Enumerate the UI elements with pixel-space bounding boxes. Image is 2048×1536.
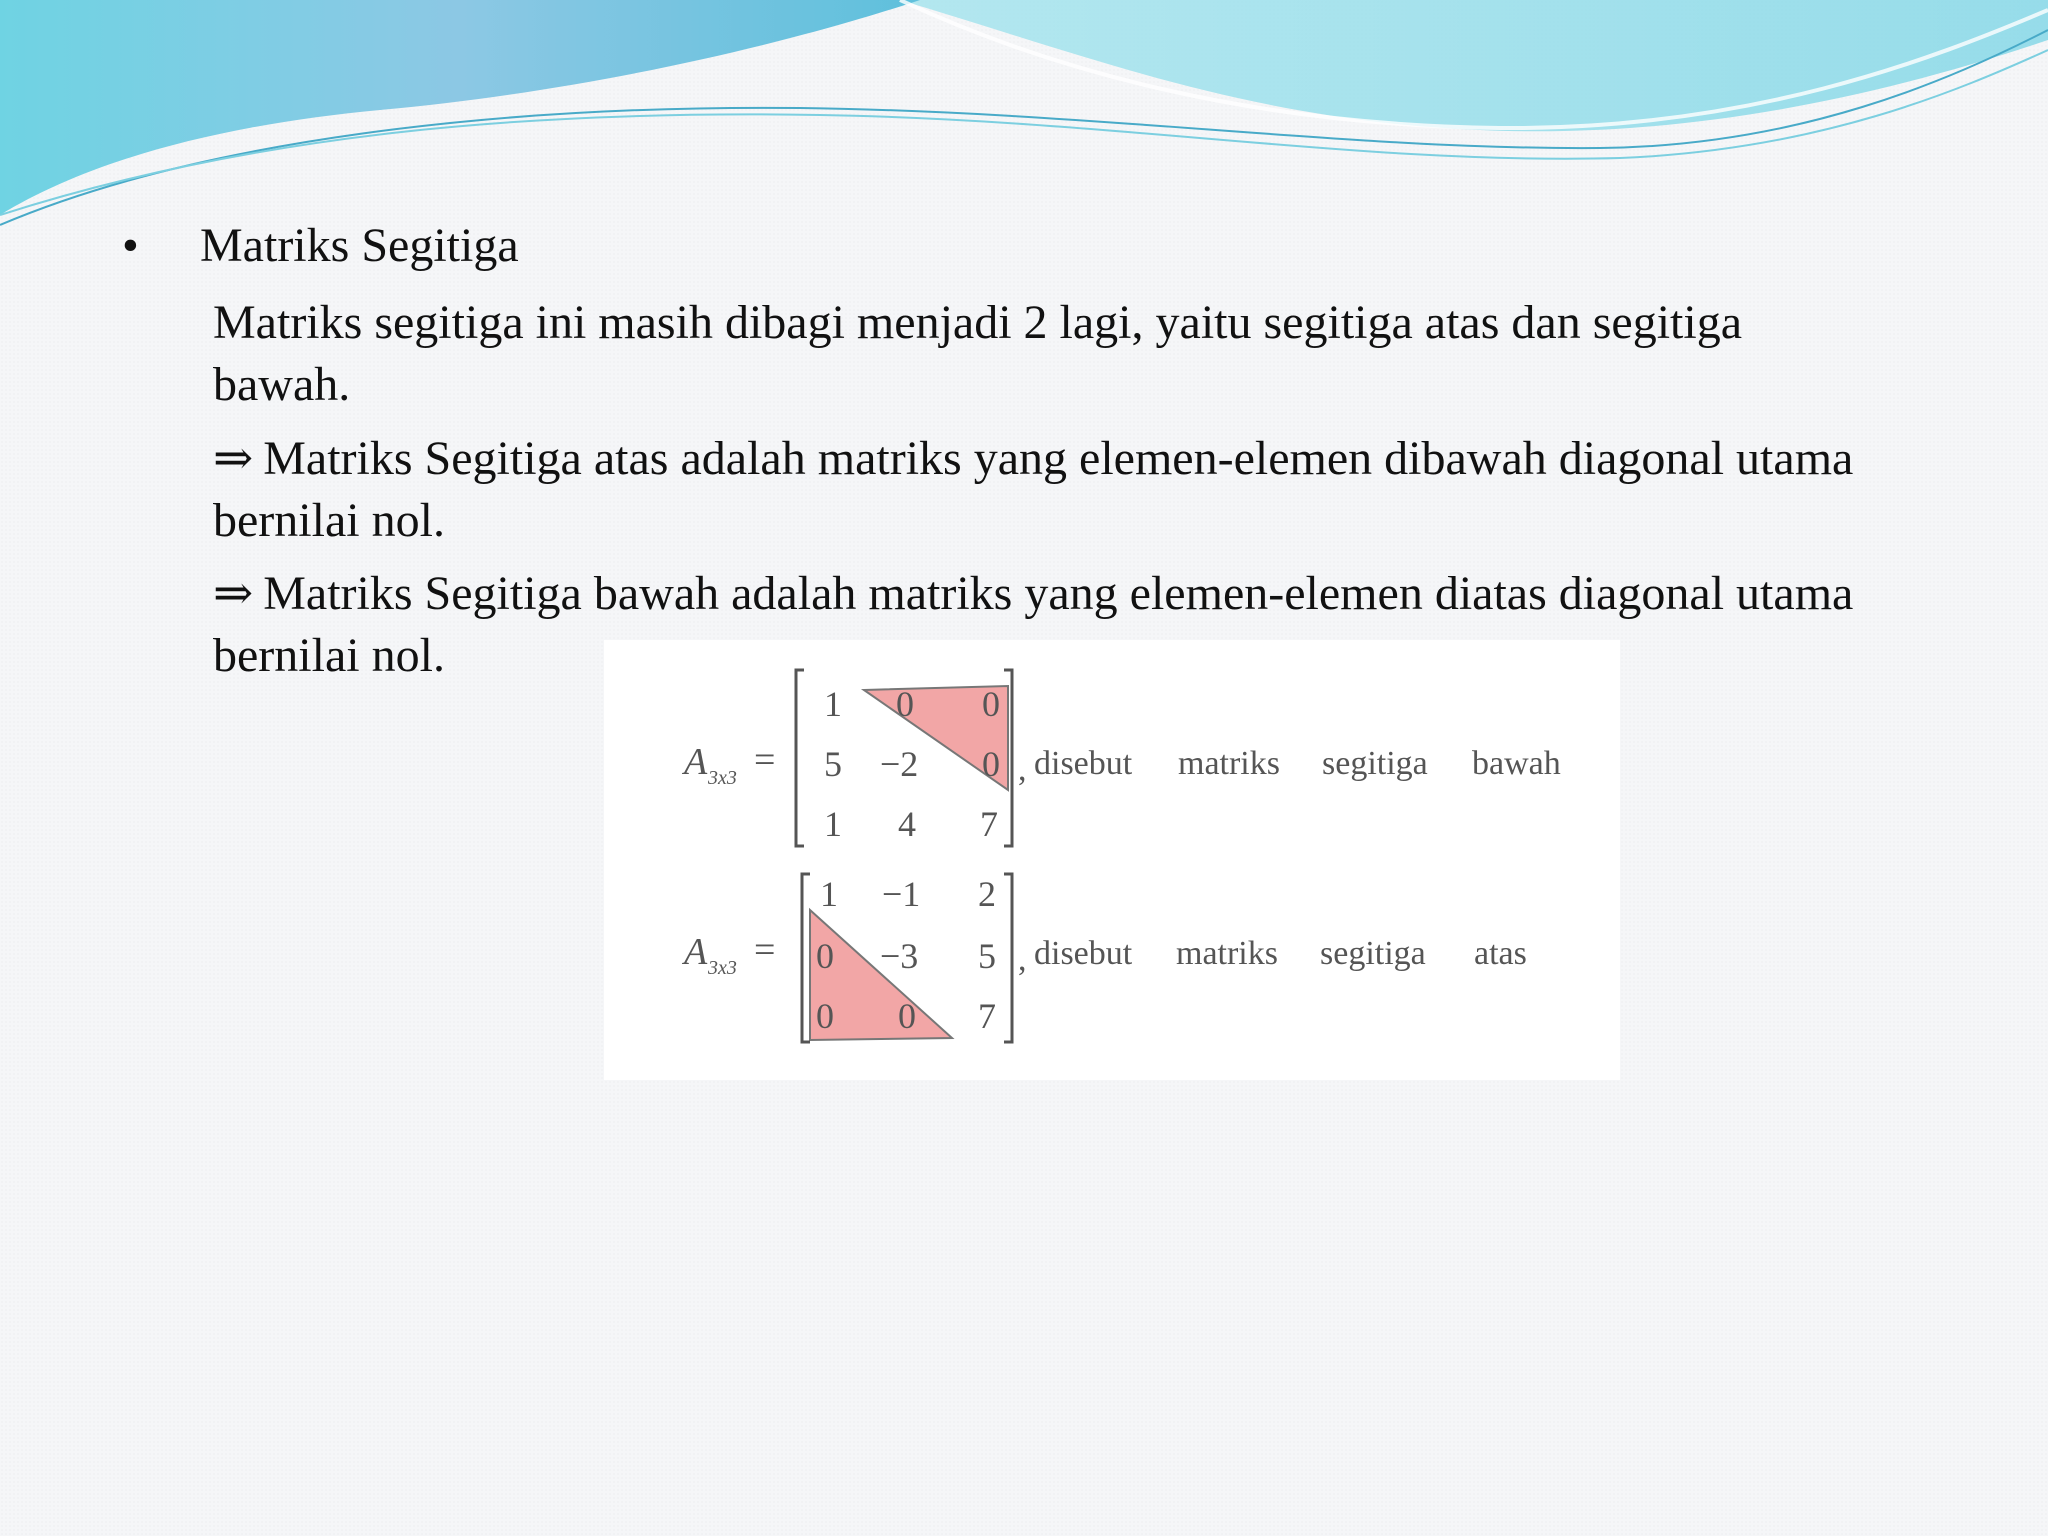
matrix2-cell: 0	[898, 996, 916, 1036]
matrix2-caption-word: disebut	[1034, 935, 1133, 972]
matrix1-subscript: 3x3	[708, 767, 737, 789]
matrix2-caption-word: matriks	[1176, 935, 1278, 972]
matrix2-right-bracket	[1004, 874, 1012, 1042]
matrix1-cell: 0	[982, 744, 1000, 784]
bullet-icon: •	[122, 219, 139, 272]
implies-arrow-icon: ⇒	[213, 432, 254, 485]
matrix1-cell: 1	[824, 804, 842, 844]
matrix1-cell: 4	[898, 804, 916, 844]
paragraph-intro	[213, 292, 1873, 416]
matrix1-cell: 7	[980, 804, 998, 844]
bullet-heading: Matriks Segitiga	[200, 219, 519, 272]
matrix2-cell: 2	[978, 874, 996, 914]
matrix2-cell: 0	[816, 996, 834, 1036]
matrix1-caption-word: matriks	[1178, 745, 1280, 782]
implies-arrow-icon: ⇒	[213, 567, 254, 620]
matrix1-caption-comma: ,	[1018, 751, 1027, 788]
matrix2-cell: 5	[978, 936, 996, 976]
matrix2-caption-comma: ,	[1018, 941, 1027, 978]
matrix1-caption-word: segitiga	[1322, 745, 1428, 782]
paragraph-text: Matriks Segitiga atas adalah matriks yang elemen-elemen dibawah diagonal utama bernilai nol.	[213, 432, 1854, 547]
matrix1-cell: 5	[824, 744, 842, 784]
matrix1-caption-word: bawah	[1472, 745, 1561, 782]
matrix1-cell: −2	[880, 744, 919, 784]
matrix2-label: A	[684, 931, 708, 973]
matrix1-cell: 0	[982, 684, 1000, 724]
matrix1-label: A	[684, 741, 708, 783]
matrix2-cell: −1	[882, 874, 921, 914]
matrix2-equals: =	[754, 929, 776, 971]
matrix2-cell: −3	[880, 936, 919, 976]
matrix2-cell: 7	[978, 996, 996, 1036]
matrix2-cell: 0	[816, 936, 834, 976]
matrix1-left-bracket	[796, 670, 804, 846]
paragraph-text: Matriks segitiga ini masih dibagi menjadi 2 lagi, yaitu segitiga atas dan segitiga bawah.	[213, 296, 1743, 411]
matrix1-caption-word: disebut	[1034, 745, 1133, 782]
matrix1-cell: 1	[824, 684, 842, 724]
paragraph-upper-triangular	[213, 428, 1873, 552]
matrix2-left-bracket	[802, 874, 810, 1042]
matrix1-equals: =	[754, 739, 776, 781]
matrix2-subscript: 3x3	[708, 957, 737, 979]
triangular-matrix-figure	[604, 640, 1620, 1080]
matrix2-cell: 1	[820, 874, 838, 914]
paragraph-text: Matriks Segitiga bawah adalah matriks yang elemen-elemen diatas diagonal utama bernilai nol.	[213, 567, 1854, 682]
matrix1-cell: 0	[896, 684, 914, 724]
matrix2-caption-word: atas	[1474, 935, 1527, 972]
matrix2-caption-word: segitiga	[1320, 935, 1426, 972]
header-wave-decoration	[0, 0, 2048, 240]
